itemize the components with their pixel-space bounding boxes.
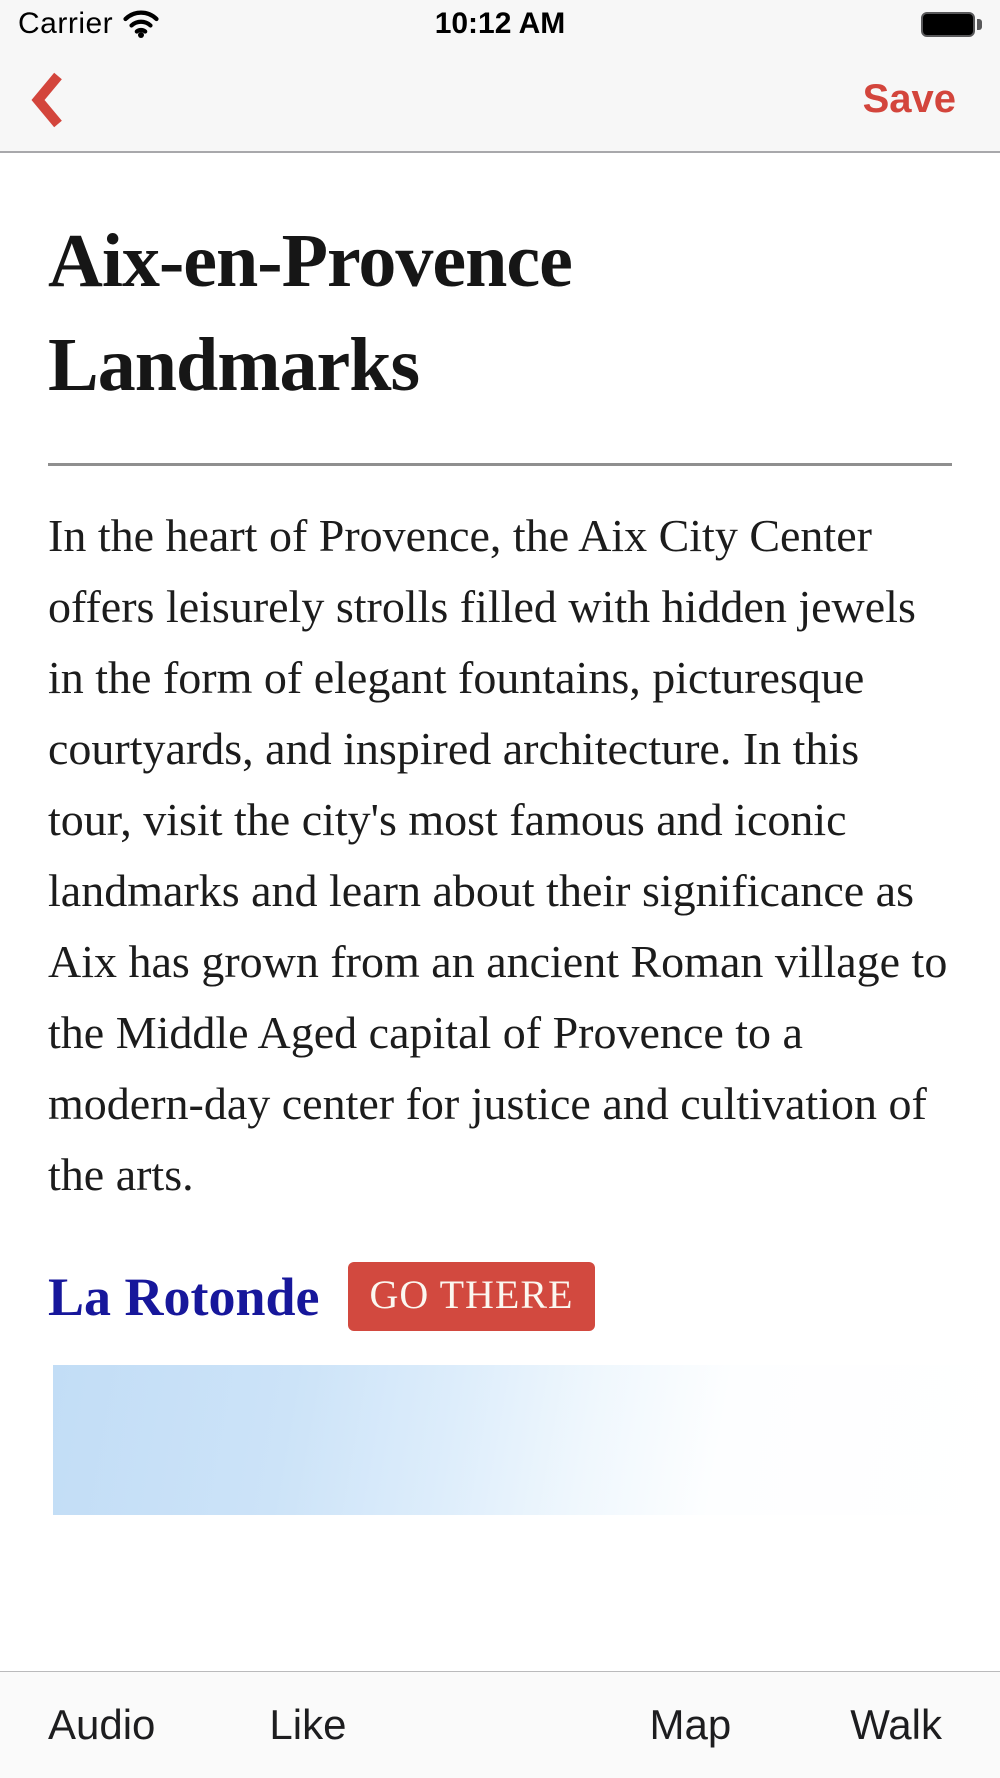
landmark-link[interactable]: La Rotonde: [48, 1266, 320, 1327]
nav-bar: [0, 48, 1000, 151]
article-content: [0, 153, 1000, 1515]
go-there-button[interactable]: GO THERE: [348, 1262, 596, 1331]
status-bar: [0, 0, 1000, 48]
status-time: 10:12 AM: [434, 7, 566, 40]
carrier-label: Carrier: [18, 7, 114, 40]
title-divider: [48, 463, 952, 466]
toolbar-item-like[interactable]: Like: [269, 1701, 347, 1748]
toolbar-item-audio[interactable]: Audio: [48, 1701, 156, 1748]
intro-paragraph: In the heart of Provence, the Aix City Center offers leisurely strolls filled with hidden jewels in the form of elegant fountains, picturesque courtyards, and inspired architecture. In this tour, visit the city's most famous and iconic landmarks and learn about their significance as Aix has grown from an ancient Roman village to the Middle Aged capital of Provence to a modern-day center for justice and cultivation of the arts.: [48, 510, 948, 1200]
back-button[interactable]: [30, 71, 64, 129]
chevron-left-icon: [30, 71, 64, 129]
carrier-group: [18, 7, 159, 41]
toolbar-item-walk[interactable]: Walk: [850, 1701, 942, 1748]
bottom-toolbar: [0, 1671, 1000, 1778]
header: [0, 0, 1000, 153]
landmark-photo: [53, 1365, 1000, 1515]
battery-icon: [921, 12, 982, 37]
toolbar-item-map[interactable]: Map: [649, 1701, 732, 1748]
save-button[interactable]: Save: [862, 77, 956, 121]
page-title: Aix-en-Provence Landmarks: [48, 219, 572, 407]
wifi-icon: [123, 10, 159, 38]
landmark-row: [48, 1262, 952, 1331]
